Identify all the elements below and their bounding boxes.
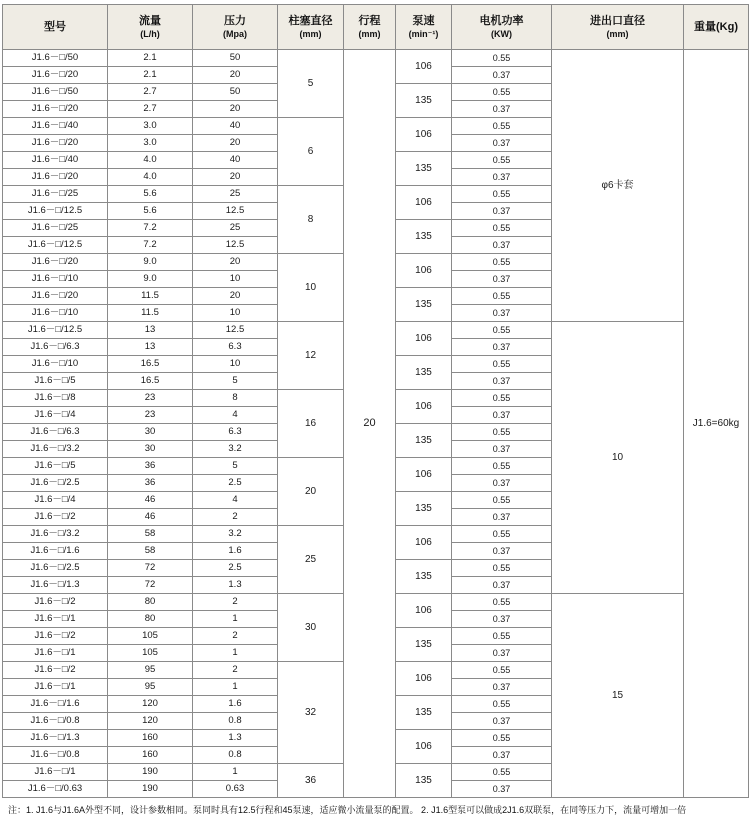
- col-header-pressure-text: 压力: [224, 15, 246, 27]
- cell-pump-speed: 135: [396, 560, 452, 594]
- cell-pump-speed: 135: [396, 84, 452, 118]
- cell-pump-speed: 135: [396, 356, 452, 390]
- cell-model: J1.6－□/20: [3, 254, 108, 271]
- cell-motor-power: 0.55: [452, 322, 552, 339]
- cell-pressure: 0.63: [193, 781, 278, 798]
- col-header-stroke-text: 行程: [358, 15, 381, 27]
- cell-inlet-outlet-diameter: 15: [552, 594, 684, 798]
- cell-model: J1.6－□/20: [3, 288, 108, 305]
- cell-flow: 11.5: [108, 305, 193, 322]
- cell-flow: 190: [108, 781, 193, 798]
- col-header-inlet-unit: (mm): [606, 28, 629, 39]
- cell-motor-power: 0.55: [452, 764, 552, 781]
- cell-motor-power: 0.37: [452, 135, 552, 152]
- cell-motor-power: 0.37: [452, 781, 552, 798]
- cell-pump-speed: 135: [396, 492, 452, 526]
- cell-model: J1.6－□/8: [3, 390, 108, 407]
- cell-flow: 2.1: [108, 50, 193, 67]
- table-row: [3, 50, 749, 67]
- cell-flow: 80: [108, 594, 193, 611]
- col-header-pressure: [193, 5, 278, 50]
- cell-flow: 190: [108, 764, 193, 781]
- cell-flow: 80: [108, 611, 193, 628]
- cell-flow: 160: [108, 730, 193, 747]
- cell-pressure: 1: [193, 645, 278, 662]
- cell-flow: 3.0: [108, 118, 193, 135]
- cell-flow: 72: [108, 560, 193, 577]
- cell-pressure: 1.6: [193, 696, 278, 713]
- cell-model: J1.6－□/6.3: [3, 424, 108, 441]
- cell-pressure: 12.5: [193, 203, 278, 220]
- col-header-inlet-outlet-diameter: [552, 5, 684, 50]
- col-header-motor-power-unit: (KW): [491, 28, 512, 39]
- cell-model: J1.6－□/50: [3, 50, 108, 67]
- cell-flow: 13: [108, 339, 193, 356]
- cell-motor-power: 0.37: [452, 713, 552, 730]
- cell-model: J1.6－□/0.8: [3, 713, 108, 730]
- cell-motor-power: 0.37: [452, 373, 552, 390]
- cell-pressure: 20: [193, 288, 278, 305]
- col-header-pump-speed-unit: (min⁻¹): [408, 28, 439, 39]
- col-header-model: [3, 5, 108, 50]
- cell-model: J1.6－□/1.3: [3, 577, 108, 594]
- cell-pressure: 2: [193, 509, 278, 526]
- cell-motor-power: 0.55: [452, 186, 552, 203]
- cell-motor-power: 0.37: [452, 339, 552, 356]
- cell-model: J1.6－□/25: [3, 220, 108, 237]
- cell-model: J1.6－□/10: [3, 356, 108, 373]
- cell-pump-speed: 135: [396, 764, 452, 798]
- cell-pressure: 1.3: [193, 577, 278, 594]
- cell-pump-speed: 106: [396, 390, 452, 424]
- cell-flow: 16.5: [108, 356, 193, 373]
- col-header-flow-unit: (L/h): [140, 28, 160, 39]
- cell-pressure: 2: [193, 628, 278, 645]
- cell-motor-power: 0.55: [452, 118, 552, 135]
- cell-flow: 23: [108, 407, 193, 424]
- cell-plunger-diameter: 8: [278, 186, 344, 254]
- cell-pressure: 1.3: [193, 730, 278, 747]
- cell-model: J1.6－□/3.2: [3, 526, 108, 543]
- cell-motor-power: 0.55: [452, 424, 552, 441]
- col-header-motor-power: [452, 5, 552, 50]
- cell-motor-power: 0.55: [452, 662, 552, 679]
- cell-flow: 2.1: [108, 67, 193, 84]
- cell-pressure: 8: [193, 390, 278, 407]
- cell-plunger-diameter: 25: [278, 526, 344, 594]
- cell-flow: 13: [108, 322, 193, 339]
- cell-flow: 2.7: [108, 84, 193, 101]
- cell-flow: 30: [108, 441, 193, 458]
- cell-flow: 120: [108, 696, 193, 713]
- cell-model: J1.6－□/10: [3, 305, 108, 322]
- cell-pressure: 20: [193, 101, 278, 118]
- cell-model: J1.6－□/40: [3, 118, 108, 135]
- cell-flow: 5.6: [108, 186, 193, 203]
- cell-pressure: 3.2: [193, 526, 278, 543]
- cell-motor-power: 0.37: [452, 747, 552, 764]
- col-header-plunger-diameter: [278, 5, 344, 50]
- cell-pump-speed: 135: [396, 220, 452, 254]
- cell-model: J1.6－□/2: [3, 662, 108, 679]
- cell-motor-power: 0.55: [452, 254, 552, 271]
- cell-model: J1.6－□/10: [3, 271, 108, 288]
- cell-flow: 30: [108, 424, 193, 441]
- cell-flow: 7.2: [108, 237, 193, 254]
- cell-plunger-diameter: 5: [278, 50, 344, 118]
- cell-flow: 95: [108, 662, 193, 679]
- cell-pressure: 1: [193, 764, 278, 781]
- cell-motor-power: 0.55: [452, 288, 552, 305]
- cell-inlet-outlet-diameter: 10: [552, 322, 684, 594]
- cell-pressure: 20: [193, 169, 278, 186]
- cell-motor-power: 0.37: [452, 543, 552, 560]
- col-header-pump-speed: [396, 5, 452, 50]
- cell-model: J1.6－□/2.5: [3, 560, 108, 577]
- cell-flow: 58: [108, 543, 193, 560]
- cell-pressure: 10: [193, 356, 278, 373]
- cell-model: J1.6－□/20: [3, 101, 108, 118]
- cell-pressure: 2.5: [193, 475, 278, 492]
- col-header-pressure-unit: (Mpa): [223, 28, 247, 39]
- cell-plunger-diameter: 16: [278, 390, 344, 458]
- cell-flow: 5.6: [108, 203, 193, 220]
- cell-motor-power: 0.55: [452, 84, 552, 101]
- cell-model: J1.6－□/1.3: [3, 730, 108, 747]
- cell-plunger-diameter: 20: [278, 458, 344, 526]
- cell-motor-power: 0.55: [452, 492, 552, 509]
- cell-motor-power: 0.37: [452, 611, 552, 628]
- cell-model: J1.6－□/1: [3, 645, 108, 662]
- cell-pump-speed: 106: [396, 458, 452, 492]
- cell-pressure: 10: [193, 271, 278, 288]
- cell-pump-speed: 106: [396, 526, 452, 560]
- cell-model: J1.6－□/20: [3, 135, 108, 152]
- cell-model: J1.6－□/3.2: [3, 441, 108, 458]
- col-header-plunger-text: 柱塞直径: [288, 15, 333, 27]
- cell-motor-power: 0.55: [452, 594, 552, 611]
- cell-pressure: 40: [193, 152, 278, 169]
- cell-plunger-diameter: 6: [278, 118, 344, 186]
- cell-pressure: 2.5: [193, 560, 278, 577]
- cell-motor-power: 0.37: [452, 509, 552, 526]
- cell-pressure: 0.8: [193, 747, 278, 764]
- cell-pressure: 12.5: [193, 237, 278, 254]
- cell-flow: 11.5: [108, 288, 193, 305]
- cell-pressure: 1: [193, 679, 278, 696]
- cell-pressure: 3.2: [193, 441, 278, 458]
- cell-pump-speed: 106: [396, 186, 452, 220]
- cell-model: J1.6－□/0.8: [3, 747, 108, 764]
- cell-pressure: 50: [193, 50, 278, 67]
- cell-flow: 46: [108, 509, 193, 526]
- cell-pump-speed: 106: [396, 322, 452, 356]
- cell-model: J1.6－□/4: [3, 407, 108, 424]
- cell-model: J1.6－□/1.6: [3, 696, 108, 713]
- cell-motor-power: 0.37: [452, 203, 552, 220]
- cell-motor-power: 0.37: [452, 475, 552, 492]
- cell-motor-power: 0.55: [452, 220, 552, 237]
- cell-model: J1.6－□/0.63: [3, 781, 108, 798]
- cell-motor-power: 0.55: [452, 560, 552, 577]
- cell-pump-speed: 106: [396, 50, 452, 84]
- cell-model: J1.6－□/2.5: [3, 475, 108, 492]
- cell-model: J1.6－□/25: [3, 186, 108, 203]
- cell-pressure: 2: [193, 594, 278, 611]
- cell-motor-power: 0.55: [452, 526, 552, 543]
- cell-plunger-diameter: 10: [278, 254, 344, 322]
- cell-flow: 9.0: [108, 271, 193, 288]
- cell-model: J1.6－□/1: [3, 764, 108, 781]
- cell-pressure: 40: [193, 118, 278, 135]
- col-header-stroke-unit: (mm): [358, 28, 381, 39]
- cell-pressure: 4: [193, 492, 278, 509]
- cell-flow: 7.2: [108, 220, 193, 237]
- cell-flow: 58: [108, 526, 193, 543]
- cell-motor-power: 0.37: [452, 679, 552, 696]
- cell-flow: 160: [108, 747, 193, 764]
- cell-pressure: 50: [193, 84, 278, 101]
- cell-model: J1.6－□/2: [3, 594, 108, 611]
- cell-motor-power: 0.37: [452, 577, 552, 594]
- cell-flow: 2.7: [108, 101, 193, 118]
- col-header-flow-text: 流量: [139, 15, 161, 27]
- cell-pressure: 2: [193, 662, 278, 679]
- cell-motor-power: 0.37: [452, 169, 552, 186]
- cell-flow: 4.0: [108, 169, 193, 186]
- cell-model: J1.6－□/12.5: [3, 237, 108, 254]
- cell-pump-speed: 106: [396, 254, 452, 288]
- cell-pump-speed: 135: [396, 628, 452, 662]
- col-header-plunger-unit: (mm): [299, 28, 322, 39]
- cell-pressure: 5: [193, 458, 278, 475]
- col-header-flow: [108, 5, 193, 50]
- cell-pressure: 6.3: [193, 424, 278, 441]
- cell-pump-speed: 135: [396, 152, 452, 186]
- cell-model: J1.6－□/12.5: [3, 203, 108, 220]
- cell-pump-speed: 135: [396, 288, 452, 322]
- cell-motor-power: 0.55: [452, 152, 552, 169]
- cell-motor-power: 0.37: [452, 271, 552, 288]
- col-header-model-text: 型号: [44, 20, 66, 33]
- footnote: 注：1. J1.6与J1.6A外型不同，设计参数相同。泵同时具有12.5行程和45泵速，适应微小流量泵的配置。 2. J1.6型泵可以做成2J1.6双联泵，在同等压力下，流量可增加一倍: [8, 805, 687, 815]
- cell-motor-power: 0.55: [452, 390, 552, 407]
- cell-flow: 9.0: [108, 254, 193, 271]
- cell-pressure: 25: [193, 186, 278, 203]
- cell-motor-power: 0.55: [452, 730, 552, 747]
- cell-motor-power: 0.55: [452, 628, 552, 645]
- cell-pump-speed: 106: [396, 662, 452, 696]
- cell-motor-power: 0.37: [452, 441, 552, 458]
- cell-model: J1.6－□/6.3: [3, 339, 108, 356]
- col-header-inlet-text: 进出口直径: [590, 15, 645, 27]
- cell-motor-power: 0.55: [452, 356, 552, 373]
- cell-motor-power: 0.55: [452, 50, 552, 67]
- cell-pressure: 1: [193, 611, 278, 628]
- cell-pump-speed: 135: [396, 696, 452, 730]
- col-header-motor-power-text: 电机功率: [479, 15, 524, 27]
- col-header-pump-speed-text: 泵速: [412, 15, 435, 27]
- cell-pump-speed: 135: [396, 424, 452, 458]
- cell-plunger-diameter: 36: [278, 764, 344, 798]
- cell-motor-power: 0.37: [452, 305, 552, 322]
- cell-model: J1.6－□/5: [3, 458, 108, 475]
- cell-model: J1.6－□/1: [3, 679, 108, 696]
- cell-model: J1.6－□/1.6: [3, 543, 108, 560]
- cell-pressure: 6.3: [193, 339, 278, 356]
- cell-flow: 36: [108, 475, 193, 492]
- cell-flow: 16.5: [108, 373, 193, 390]
- cell-model: J1.6－□/20: [3, 67, 108, 84]
- cell-motor-power: 0.37: [452, 237, 552, 254]
- cell-pump-speed: 106: [396, 730, 452, 764]
- specification-table: [2, 4, 749, 798]
- col-header-weight: [684, 5, 749, 50]
- cell-weight: J1.6=60kg: [684, 50, 749, 798]
- cell-pump-speed: 106: [396, 118, 452, 152]
- cell-plunger-diameter: 32: [278, 662, 344, 764]
- cell-flow: 95: [108, 679, 193, 696]
- cell-motor-power: 0.37: [452, 101, 552, 118]
- cell-model: J1.6－□/2: [3, 628, 108, 645]
- cell-pressure: 20: [193, 254, 278, 271]
- table-header-row: [3, 5, 749, 50]
- cell-model: J1.6－□/50: [3, 84, 108, 101]
- cell-pressure: 4: [193, 407, 278, 424]
- cell-motor-power: 0.37: [452, 407, 552, 424]
- cell-flow: 23: [108, 390, 193, 407]
- cell-pressure: 5: [193, 373, 278, 390]
- cell-plunger-diameter: 12: [278, 322, 344, 390]
- table-body: [3, 50, 749, 798]
- cell-flow: 4.0: [108, 152, 193, 169]
- cell-inlet-outlet-diameter: φ6卡套: [552, 50, 684, 322]
- cell-flow: 120: [108, 713, 193, 730]
- cell-model: J1.6－□/20: [3, 169, 108, 186]
- cell-pressure: 25: [193, 220, 278, 237]
- cell-pressure: 1.6: [193, 543, 278, 560]
- cell-flow: 46: [108, 492, 193, 509]
- cell-pump-speed: 106: [396, 594, 452, 628]
- cell-flow: 72: [108, 577, 193, 594]
- cell-model: J1.6－□/40: [3, 152, 108, 169]
- col-header-stroke: [344, 5, 396, 50]
- cell-pressure: 20: [193, 135, 278, 152]
- cell-model: J1.6－□/4: [3, 492, 108, 509]
- cell-flow: 3.0: [108, 135, 193, 152]
- cell-model: J1.6－□/2: [3, 509, 108, 526]
- cell-motor-power: 0.55: [452, 458, 552, 475]
- cell-pressure: 20: [193, 67, 278, 84]
- cell-pressure: 10: [193, 305, 278, 322]
- cell-motor-power: 0.37: [452, 67, 552, 84]
- cell-stroke: 20: [344, 50, 396, 798]
- cell-motor-power: 0.55: [452, 696, 552, 713]
- cell-model: J1.6－□/5: [3, 373, 108, 390]
- col-header-weight-text: 重量(Kg): [694, 20, 738, 33]
- cell-motor-power: 0.37: [452, 645, 552, 662]
- cell-flow: 105: [108, 645, 193, 662]
- cell-pressure: 0.8: [193, 713, 278, 730]
- cell-flow: 105: [108, 628, 193, 645]
- cell-model: J1.6－□/1: [3, 611, 108, 628]
- cell-model: J1.6－□/12.5: [3, 322, 108, 339]
- cell-plunger-diameter: 30: [278, 594, 344, 662]
- cell-pressure: 12.5: [193, 322, 278, 339]
- cell-flow: 36: [108, 458, 193, 475]
